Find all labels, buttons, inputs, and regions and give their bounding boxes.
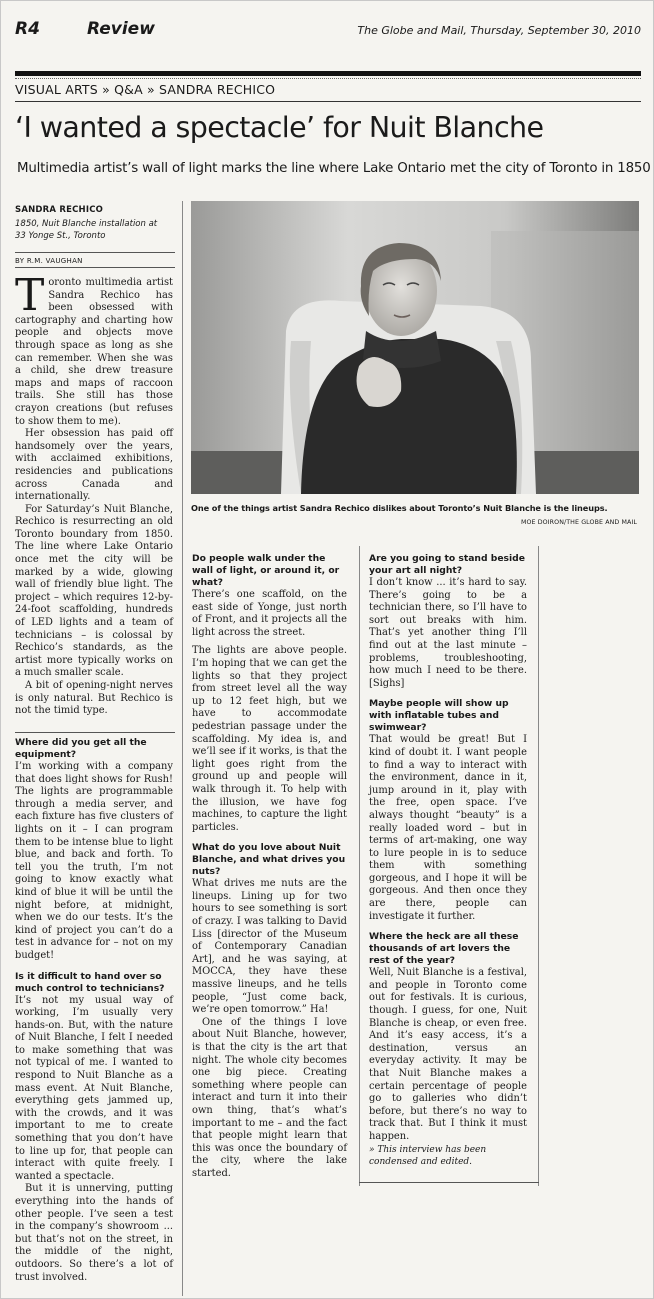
answer: The lights are above people. I’m hoping that we can get the lights so that they project from street level all the way up to 12 feet high, but we have to accommodate pedestrian passage under the scaffolding. My idea is, and we’ll see if it works, is that the light goes right from the ground up and people will walk through it. To help with the illusion, we have fog machines, to capture the light particles.: [192, 645, 347, 833]
photo-credit: MOE DOIRON/THE GLOBE AND MAIL: [520, 519, 637, 526]
intro-text: oronto multimedia artist Sandra Rechico has been obsessed with cartography and charting how people and objects move through space as long as she can remember. When she was a child, she drew treasure maps and maps of raccoon trails. She still has those crayon creations (but refuses to show them to me).: [15, 277, 173, 427]
column-divider: [359, 546, 360, 1186]
answer: That would be great! But I kind of doubt it. I want people to find a way to interact with the environment, dance in it, jump around in it, play with the free, open space. I’ve always thought “beauty” is a really loaded word – but in terms of art-making, one way to lure people in is to seduce them with something gorgeous, and I hope it will be gorgeous. And then once they are there, people can investigate it further.: [369, 734, 527, 922]
info-rule: [15, 252, 175, 253]
info-artist-name: SANDRA RECHICO: [15, 205, 104, 215]
headline: ‘I wanted a spectacle’ for Nuit Blanche: [15, 111, 544, 144]
question: What do you love about Nuit Blanche, and what drives you nuts?: [192, 842, 346, 878]
masthead: [15, 19, 641, 41]
byline: BY R.M. VAUGHAN: [15, 257, 83, 265]
drop-cap: T: [15, 270, 45, 321]
column-bottom-rule: [359, 1182, 539, 1183]
photo-caption: One of the things artist Sandra Rechico dislikes about Toronto’s Nuit Blanche is the lineups.: [191, 503, 608, 513]
answer: There’s one scaffold, on the east side of Yonge, just north of Front, and it projects all the light across the street.: [192, 589, 347, 638]
question: Do people walk under the wall of light, or around it, or what?: [192, 553, 340, 588]
answer: But it is unnerving, putting everything into the hands of other people. I’ve seen a test in the company’s showroom ... but that’s not on the street, in the middle of the night, outdoors. So there’s a lot of trust involved.: [15, 1183, 173, 1283]
info-detail-line: 33 Yonge St., Toronto: [15, 231, 106, 241]
breadcrumb: VISUAL ARTS » Q&A » SANDRA RECHICO: [15, 82, 276, 97]
body-paragraph: A bit of opening-night nerves is only natural. But Rechico is not the timid type.: [15, 680, 173, 717]
column-divider: [182, 201, 183, 1296]
answer: One of the things I love about Nuit Blanche, however, is that the city is the art that night. The whole city becomes one big piece. Creating something where people can interact and turn it into their own thing, that’s what’s important to me – and the fact that people might learn that this was once the boundary of the city, where the lake started.: [192, 1016, 347, 1179]
column-three: [369, 553, 527, 1168]
answer: I don’t know ... it’s hard to say. There’s going to be a technician there, so I’ll have to sort out breaks with him. That’s yet another thing I’ll find out at the last minute – problems, troubleshooting, how much I need to be there. [Sighs]: [369, 577, 527, 689]
answer: Well, Nuit Blanche is a festival, and people in Toronto come out for festivals. It is curious, though. I guess, for one, Nuit Blanche is cheap, or even free. And it’s easy access, it’s a destination, versus an everyday activity. It may be that Nuit Blanche makes a certain percentage of people go to galleries who didn’t before, but there’s no way to track that. But I think it must happen.: [369, 967, 527, 1142]
breadcrumb-rule: [15, 101, 641, 102]
column-two: [192, 553, 347, 1181]
answer: What drives me nuts are the lineups. Lining up for two hours to see something is sort of crazy. I was talking to David Liss [director of the Museum of Contemporary Canadian Art], and he was saying, at MOCCA, they have these massive lineups, and he tells people, “Just come back, we’re open tomorrow.” Ha!: [192, 878, 347, 1016]
dateline: The Globe and Mail, Thursday, September 30, 2010: [357, 24, 641, 37]
column-divider: [538, 546, 539, 1186]
column-one-qa: [15, 737, 173, 1284]
top-rule: [15, 71, 641, 76]
column-rule: [15, 732, 175, 733]
deck: Multimedia artist’s wall of light marks the line where Lake Ontario met the city of Toronto in 1850: [17, 161, 651, 176]
column-intro: [15, 270, 173, 718]
info-detail: [15, 218, 175, 242]
dotted-rule: [15, 78, 641, 79]
body-paragraph: Her obsession has paid off handsomely over the years, with acclaimed exhibitions, residencies and publications across Canada and internationally.: [15, 428, 173, 503]
artist-photo: [191, 201, 639, 494]
question: Where did you get all the equipment?: [15, 737, 147, 760]
body-paragraph: For Saturday’s Nuit Blanche, Rechico is resurrecting an old Toronto boundary from 1850. The line where Lake Ontario once met the city will be marked by a wide, glowing wall of friendly blue light. The project – which requires 12-by-24-foot scaffolding, hundreds of LED lights and a team of technicians – is colossal by Rechico’s standards, as the artist more typically works on a much smaller scale.: [15, 503, 173, 679]
footnote: » This interview has been condensed and edited.: [369, 1144, 487, 1167]
answer: I’m working with a company that does light shows for Rush! The lights are programmable through a media server, and each fixture has five clusters of lights on it – I can program them to be intense blue to light blue, and back and forth. To tell you the truth, I’m not going to know exactly what kind of blue it will be until the night before, at midnight, when we do our tests. It’s the kind of project you can’t do a test in advance for – not on my budget!: [15, 761, 173, 961]
byline-rule: [15, 267, 175, 268]
info-detail-line: 1850, Nuit Blanche installation at: [15, 219, 158, 229]
question: Are you going to stand beside your art all night?: [369, 553, 525, 576]
section-name: Review: [87, 19, 155, 39]
answer: It’s not my usual way of working, I’m usually very hands-on. But, with the nature of Nuit Blanche, I felt I needed to make something that was not typical of me. I wanted to respond to Nuit Blanche as a mass event. At Nuit Blanche, everything gets jammed up, with the crowds, and it was important to me to create something that you don’t have to line up for, that people can interact with quite freely. I wanted a spectacle.: [15, 994, 173, 1182]
info-box: [15, 205, 175, 242]
page-number: R4: [15, 19, 40, 39]
question: Where the heck are all these thousands of art lovers the rest of the year?: [369, 931, 519, 967]
question: Maybe people will show up with inflatable tubes and swimwear?: [369, 698, 509, 734]
intro-paragraph: [15, 270, 173, 428]
question: Is it difficult to hand over so much control to technicians?: [15, 970, 165, 994]
